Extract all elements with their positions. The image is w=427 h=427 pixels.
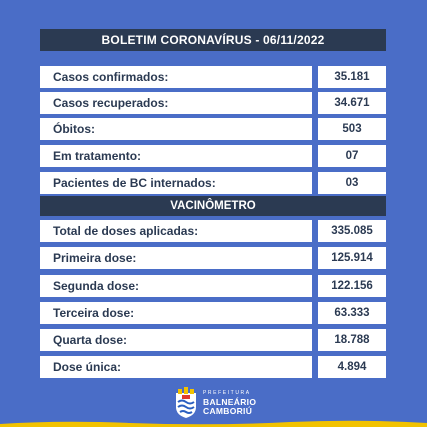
vaccine-row-third-dose	[40, 302, 386, 324]
stat-value: 07	[318, 145, 386, 167]
vaccine-label: Terceira dose:	[40, 302, 312, 324]
stat-row-hospitalized	[40, 172, 386, 194]
vaccine-label: Quarta dose:	[40, 329, 312, 351]
bulletin-title: BOLETIM CORONAVÍRUS - 06/11/2022	[40, 29, 386, 51]
vaccine-value: 125.914	[318, 247, 386, 269]
vaccine-label: Dose única:	[40, 356, 312, 378]
stat-value: 34.671	[318, 92, 386, 114]
stat-value: 03	[318, 172, 386, 194]
bottom-wave-decoration	[0, 419, 427, 427]
stat-label: Casos confirmados:	[40, 66, 312, 88]
vaccine-value: 63.333	[318, 302, 386, 324]
vaccine-row-total	[40, 220, 386, 242]
stat-value: 503	[318, 118, 386, 140]
stat-label: Pacientes de BC internados:	[40, 172, 312, 194]
stat-label: Em tratamento:	[40, 145, 312, 167]
stat-row-in-treatment	[40, 145, 386, 167]
vaccine-label: Total de doses aplicadas:	[40, 220, 312, 242]
stat-value: 35.181	[318, 66, 386, 88]
vaccine-row-second-dose	[40, 275, 386, 297]
logo-line-balneario: BALNEÁRIO	[203, 397, 257, 407]
stat-label: Óbitos:	[40, 118, 312, 140]
stat-row-deaths	[40, 118, 386, 140]
stat-row-recovered	[40, 92, 386, 114]
vaccine-label: Segunda dose:	[40, 275, 312, 297]
vaccine-row-single-dose	[40, 356, 386, 378]
city-hall-logo	[173, 386, 256, 420]
vaccine-label: Primeira dose:	[40, 247, 312, 269]
vaccine-row-first-dose	[40, 247, 386, 269]
stat-row-confirmed	[40, 66, 386, 88]
vaccinometer-title: VACINÔMETRO	[40, 196, 386, 216]
logo-line-prefeitura: PREFEITURA	[203, 390, 251, 396]
stat-label: Casos recuperados:	[40, 92, 312, 114]
vaccine-value: 335.085	[318, 220, 386, 242]
city-crest-icon	[173, 387, 199, 419]
vaccine-value: 18.788	[318, 329, 386, 351]
vaccine-value: 4.894	[318, 356, 386, 378]
vaccine-row-fourth-dose	[40, 329, 386, 351]
vaccine-value: 122.156	[318, 275, 386, 297]
logo-line-camboriu: CAMBORIÚ	[203, 405, 253, 416]
